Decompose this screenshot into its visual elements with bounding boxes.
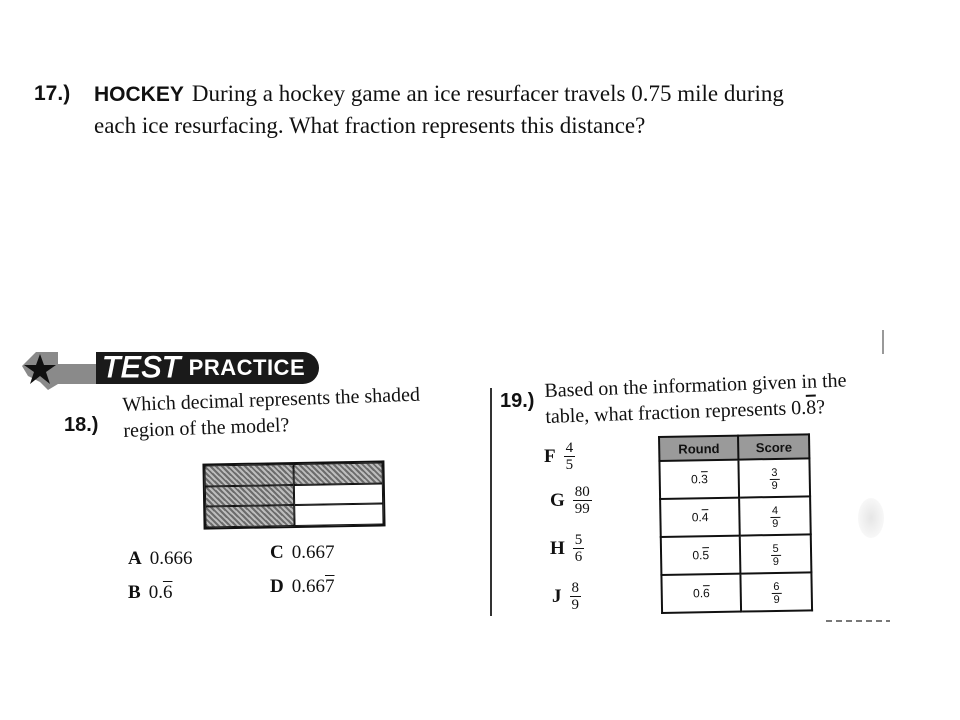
score-fraction bbox=[769, 466, 780, 491]
score-fraction bbox=[771, 580, 782, 605]
question-18-line-2: region of the model? bbox=[122, 414, 290, 442]
choice-d-label: D bbox=[270, 576, 284, 597]
scan-mark bbox=[882, 330, 884, 354]
choice-c[interactable] bbox=[270, 542, 334, 564]
column-divider bbox=[490, 388, 492, 616]
question-18-text bbox=[122, 382, 421, 444]
score-fraction bbox=[771, 542, 782, 567]
table-cell-score bbox=[741, 572, 812, 611]
choice-a[interactable] bbox=[128, 548, 192, 570]
choice-d[interactable] bbox=[270, 576, 334, 598]
choice-b-label: B bbox=[128, 582, 141, 603]
table-cell-round bbox=[661, 536, 741, 575]
choice-d-whole: 0.66 bbox=[291, 576, 325, 597]
question-19-text bbox=[544, 367, 848, 430]
choice-b[interactable] bbox=[128, 582, 172, 604]
choice-h-fraction bbox=[573, 532, 585, 565]
table-row bbox=[659, 458, 810, 499]
choice-f[interactable] bbox=[544, 440, 575, 473]
choice-b-whole: 0. bbox=[148, 582, 163, 603]
question-18-line-1: Which decimal represents the shaded bbox=[122, 383, 421, 416]
score-denominator: 9 bbox=[772, 517, 779, 530]
model-cell-shaded bbox=[205, 505, 294, 527]
scan-mark bbox=[826, 620, 890, 622]
choice-h[interactable] bbox=[550, 532, 584, 565]
choice-g-label: G bbox=[550, 489, 565, 511]
question-17-line-1: During a hockey game an ice resurfacer travels 0.75 mile during bbox=[191, 81, 784, 106]
question-17-label: HOCKEY bbox=[94, 83, 184, 106]
choice-h-denominator: 6 bbox=[574, 549, 583, 565]
choice-h-label: H bbox=[550, 537, 565, 559]
score-denominator: 9 bbox=[773, 593, 780, 606]
choice-c-value: 0.667 bbox=[291, 542, 335, 563]
question-19-number: 19.) bbox=[500, 390, 535, 412]
model-cell-shaded bbox=[293, 462, 382, 484]
choice-j-denominator: 9 bbox=[571, 597, 579, 613]
test-practice-label bbox=[96, 352, 319, 384]
choice-h-numerator: 5 bbox=[574, 532, 583, 548]
choice-j-fraction bbox=[570, 580, 582, 613]
choice-f-numerator: 4 bbox=[565, 440, 574, 456]
score-numerator: 4 bbox=[770, 504, 780, 517]
round-repeat: 6 bbox=[702, 586, 710, 601]
round-repeat: 5 bbox=[702, 548, 710, 563]
choice-j[interactable] bbox=[552, 580, 581, 613]
question-19-line-2-repeat: 8 bbox=[805, 396, 817, 419]
question-19-line-2-prefix: table, what fraction represents 0. bbox=[544, 396, 807, 428]
table-cell-round bbox=[661, 574, 741, 613]
round-repeat: 3 bbox=[700, 472, 708, 487]
banner-test-word: TEST bbox=[102, 351, 181, 384]
table-header-score: Score bbox=[738, 434, 809, 459]
score-numerator: 5 bbox=[771, 542, 781, 555]
round-score-table bbox=[658, 433, 813, 614]
choice-g[interactable] bbox=[550, 484, 592, 517]
banner-practice-word: PRACTICE bbox=[188, 355, 306, 380]
choice-f-denominator: 5 bbox=[565, 457, 574, 473]
table-cell-score bbox=[739, 496, 810, 535]
table-row bbox=[661, 534, 812, 575]
question-17-number: 17.) bbox=[34, 82, 71, 105]
choice-a-label: A bbox=[128, 548, 142, 569]
question-19-line-2-suffix: ? bbox=[815, 396, 826, 419]
test-practice-banner bbox=[18, 346, 318, 392]
score-denominator: 9 bbox=[771, 479, 778, 492]
question-18-number: 18.) bbox=[64, 414, 99, 436]
score-numerator: 6 bbox=[771, 580, 781, 593]
question-19-line-1: Based on the information given in the bbox=[544, 369, 847, 402]
table-header-round: Round bbox=[659, 436, 739, 461]
table-cell-score bbox=[740, 534, 811, 573]
choice-c-label: C bbox=[270, 542, 284, 563]
choice-f-fraction bbox=[564, 440, 576, 473]
model-cell-unshaded bbox=[294, 483, 383, 505]
choice-b-repeat: 6 bbox=[162, 582, 173, 603]
choice-d-repeat: 7 bbox=[324, 576, 335, 597]
round-repeat: 4 bbox=[701, 510, 709, 525]
choice-f-label: F bbox=[544, 445, 556, 467]
table-cell-score bbox=[739, 458, 810, 497]
table-cell-round bbox=[659, 460, 739, 499]
round-whole: 0. bbox=[690, 472, 702, 487]
question-17-line-2: each ice resurfacing. What fraction represents this distance? bbox=[94, 113, 646, 138]
model-cell-shaded bbox=[204, 464, 293, 486]
scan-smudge bbox=[858, 498, 884, 538]
choice-g-numerator: 80 bbox=[574, 484, 590, 500]
round-whole: 0. bbox=[691, 510, 702, 525]
score-fraction bbox=[770, 504, 781, 529]
model-cell-shaded bbox=[205, 485, 294, 507]
choice-g-fraction bbox=[573, 484, 592, 517]
score-numerator: 3 bbox=[769, 466, 779, 479]
question-17-text-line-1 bbox=[94, 78, 784, 111]
score-denominator: 9 bbox=[772, 555, 780, 568]
choice-a-value: 0.666 bbox=[149, 548, 193, 569]
round-whole: 0. bbox=[692, 586, 704, 601]
table-cell-round bbox=[660, 498, 740, 537]
choice-j-label: J bbox=[552, 585, 562, 607]
round-whole: 0. bbox=[692, 548, 703, 563]
shaded-region-model bbox=[202, 460, 385, 529]
choice-j-numerator: 8 bbox=[571, 580, 579, 596]
table-row bbox=[660, 496, 811, 537]
choice-g-denominator: 99 bbox=[574, 501, 590, 517]
model-cell-unshaded bbox=[294, 504, 383, 526]
table-row bbox=[661, 572, 812, 613]
